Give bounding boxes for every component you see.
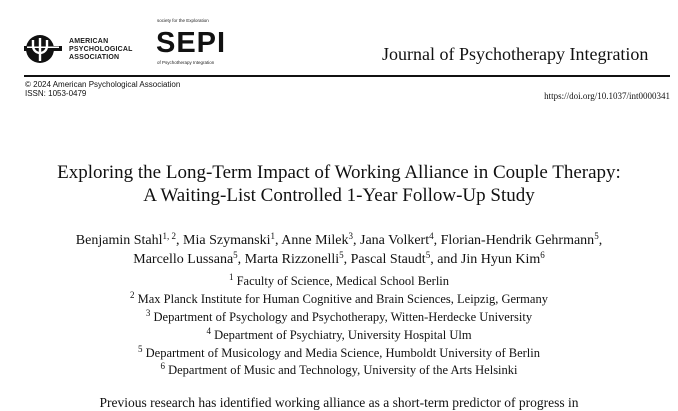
- affiliation-text: Department of Psychology and Psychotherapy, Witten-Herdecke University: [153, 310, 533, 324]
- affiliation: [0, 328, 678, 342]
- author-list-line-2: [0, 252, 678, 268]
- author-affiliation-mark: 3: [348, 231, 354, 241]
- author-affiliation-mark: 4: [429, 231, 434, 241]
- affiliation-number: 3: [145, 308, 151, 318]
- affiliation-text: Max Planck Institute for Human Cognitive and Brain Sciences, Leipzig, Germany: [137, 292, 548, 306]
- author-separator: , and: [430, 252, 461, 267]
- affiliation-text: Department of Music and Technology, University of the Arts Helsinki: [168, 363, 518, 377]
- abstract-text: Previous research has identified working alliance as a short-term predictor of progress in: [99, 395, 579, 410]
- apa-logo-line: AMERICAN: [69, 38, 109, 45]
- author-separator: ,: [598, 233, 603, 248]
- author-name: Benjamin Stahl: [75, 233, 163, 248]
- header-divider: [24, 75, 670, 77]
- affiliation-number: 5: [138, 344, 143, 354]
- sepi-tagline: society for the Exploration: [157, 18, 209, 23]
- author-name: Anne Milek: [281, 233, 349, 248]
- author-name: Jana Volkert: [360, 233, 430, 248]
- doi-link[interactable]: https://doi.org/10.1037/int0000341: [544, 91, 670, 101]
- author-affiliation-mark: 5: [425, 250, 431, 260]
- author-affiliation-mark: 1: [270, 231, 276, 241]
- author-list-line-1: [0, 233, 678, 249]
- author-separator: ,: [433, 233, 441, 248]
- apa-logo-line: ASSOCIATION: [69, 54, 120, 61]
- author-name: Jin Hyun Kim: [460, 252, 541, 267]
- author-affiliation-mark: 5: [339, 250, 344, 260]
- affiliation: [0, 292, 678, 306]
- author-separator: ,: [343, 252, 351, 267]
- affiliation: [0, 274, 678, 288]
- author-name: Florian-Hendrik Gehrmann: [440, 233, 595, 248]
- author-affiliation-mark: 5: [233, 250, 238, 260]
- author-separator: ,: [237, 252, 245, 267]
- affiliation-text: Faculty of Science, Medical School Berlin: [236, 274, 450, 288]
- sepi-subline: of Psychotherapy Integration: [157, 60, 215, 65]
- apa-logo-text: [69, 38, 133, 62]
- affiliation-text: Department of Musicology and Media Science, Humboldt University of Berlin: [145, 346, 540, 360]
- affiliation-number: 2: [130, 290, 135, 300]
- affiliation: [0, 363, 678, 377]
- journal-title: Journal of Psychotherapy Integration: [382, 44, 649, 64]
- affiliation-number: 6: [160, 361, 165, 371]
- affiliation: [0, 310, 678, 324]
- author-affiliation-mark: 1, 2: [162, 231, 177, 241]
- author-separator: ,: [176, 233, 184, 248]
- author-affiliation-mark: 5: [594, 231, 599, 241]
- copyright-notice: © 2024 American Psychological Association: [25, 80, 181, 89]
- issn: ISSN: 1053-0479: [25, 89, 87, 98]
- apa-logo-line: PSYCHOLOGICAL: [69, 46, 133, 53]
- article-title-line-1: Exploring the Long-Term Impact of Working Alliance in Couple Therapy:: [57, 162, 621, 183]
- apa-logo-icon: [24, 33, 62, 65]
- author-separator: ,: [353, 233, 361, 248]
- author-name: Mia Szymanski: [183, 233, 271, 248]
- author-name: Marta Rizzonelli: [244, 252, 340, 267]
- affiliation-number: 4: [206, 326, 211, 336]
- author-name: Pascal Staudt: [350, 252, 426, 267]
- sepi-logo: SEPI: [156, 27, 227, 59]
- article-title-line-2: A Waiting-List Controlled 1-Year Follow-Up Study: [143, 185, 535, 206]
- author-affiliation-mark: 6: [540, 250, 545, 260]
- affiliation-text: Department of Psychiatry, University Hospital Ulm: [214, 328, 472, 342]
- author-separator: ,: [275, 233, 282, 248]
- affiliation-number: 1: [228, 272, 234, 282]
- affiliation: [0, 346, 678, 360]
- author-name: Marcello Lussana: [133, 252, 234, 267]
